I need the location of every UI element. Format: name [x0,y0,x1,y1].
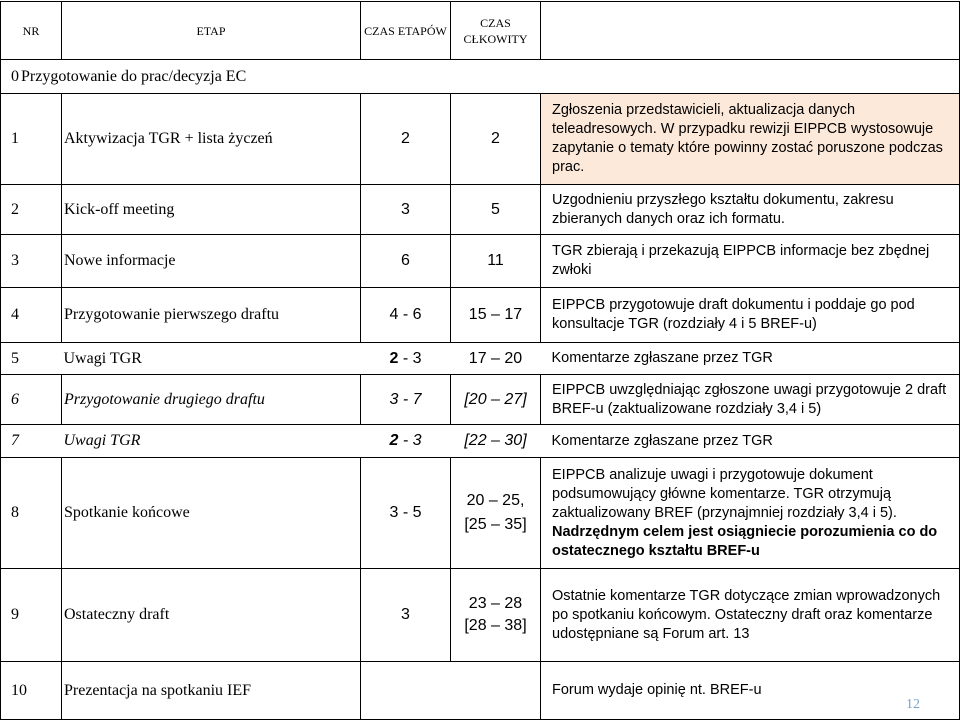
row-czas-calkowity [451,662,541,720]
header-row [1,2,960,60]
row-0-stage [1,60,541,94]
row-etap: Nowe informacje [62,235,361,288]
row-czas-calkowity: 20 – 25, [25 – 35] [451,458,541,569]
row-nr: 8 [1,458,62,569]
row-etap: Uwagi TGR [62,425,361,458]
table-row [1,343,960,375]
row-etap: Aktywizacja TGR + lista życzeń [62,94,361,185]
row-czas-calkowity: 2 [451,94,541,185]
row-etap: Przygotowanie drugiego draftu [62,375,361,425]
table-row [1,185,960,235]
row-desc: Zgłoszenia przedstawicieli, aktualizacja danych teleadresowych. W przypadku rewizji EIPPCB wystosowuje zapytanie o tematy które powinny zostać poruszone podczas prac. [541,94,960,185]
row-czas-etapow [361,662,451,720]
row-czas-calkowity: 5 [451,185,541,235]
table-row [1,94,960,185]
row-nr: 2 [1,185,62,235]
table-row [1,569,960,662]
header-etap: ETAP [62,2,361,60]
table-row [1,662,960,720]
row-nr: 1 [1,94,62,185]
row-czas-etapow: 2 - 3 [361,343,451,375]
row-czas-etapow: 3 [361,569,451,662]
row-czas-etapow: 6 [361,235,451,288]
row-czas-etapow: 2 [361,94,451,185]
header-opis [541,2,960,60]
row-etap: Prezentacja na spotkaniu IEF [62,662,361,720]
row-etap: Ostateczny draft [62,569,361,662]
schedule-table [0,1,960,720]
row-desc: Uzgodnieniu przyszłego kształtu dokumentu, zakresu zbieranych danych oraz ich formatu. [541,185,960,235]
row-czas-calkowity: 15 – 17 [451,288,541,343]
row-etap: Uwagi TGR [62,343,361,375]
table-row [1,60,960,94]
row-nr: 10 [1,662,62,720]
row-nr: 0 [11,67,19,85]
row-nr: 6 [1,375,62,425]
row-czas-etapow: 3 - 5 [361,458,451,569]
table-row [1,458,960,569]
row-nr: 3 [1,235,62,288]
row-etap: Kick-off meeting [62,185,361,235]
page-number: 12 [906,697,920,712]
header-nr: NR [1,2,62,60]
row-nr: 9 [1,569,62,662]
row-czas-calkowity: [20 – 27] [451,375,541,425]
row-desc: Komentarze zgłaszane przez TGR [541,425,960,458]
row-desc: Forum wydaje opinię nt. BREF-u [541,662,960,720]
row-desc: EIPPCB uwzględniając zgłoszone uwagi przygotowuje 2 draft BREF-u (zaktualizowane rozdziały 3,4 i 5) [541,375,960,425]
row-etap: Spotkanie końcowe [62,458,361,569]
row-etap: Przygotowanie pierwszego draftu [62,288,361,343]
header-czas-calkowity: CZAS CŁKOWITY [451,2,541,60]
row-etap: Przygotowanie do prac/decyzja EC [21,67,247,85]
row-czas-calkowity: 17 – 20 [451,343,541,375]
row-desc: TGR zbierają i przekazują EIPPCB informacje bez zbędnej zwłoki [541,235,960,288]
table-row [1,375,960,425]
row-czas-etapow: 3 - 7 [361,375,451,425]
row-czas-etapow: 4 - 6 [361,288,451,343]
row-desc [541,60,960,94]
row-czas-calkowity: [22 – 30] [451,425,541,458]
row-czas-etapow: 2 - 3 [361,425,451,458]
row-desc: EIPPCB analizuje uwagi i przygotowuje dokument podsumowujący główne komentarze. TGR otrzymują zaktualizowany BREF (przynajmniej rozdziały 3,4 i 5). Nadrzędnym celem jest osiągniecie porozumienia co do ostatecznego kształtu BREF-u [541,458,960,569]
table-row [1,288,960,343]
header-czas-etapow: CZAS ETAPÓW [361,2,451,60]
row-czas-calkowity: 23 – 28 [28 – 38] [451,569,541,662]
table-row [1,425,960,458]
row-desc: Komentarze zgłaszane przez TGR [541,343,960,375]
row-nr: 7 [1,425,62,458]
row-czas-etapow: 3 [361,185,451,235]
row-desc: Ostatnie komentarze TGR dotyczące zmian wprowadzonych po spotkaniu końcowym. Ostateczny draft oraz komentarze udostępniane są Forum art. 13 [541,569,960,662]
row-czas-calkowity: 11 [451,235,541,288]
row-desc: EIPPCB przygotowuje draft dokumentu i poddaje go pod konsultacje TGR (rozdziały 4 i 5 BREF-u) [541,288,960,343]
table-row [1,235,960,288]
row-nr: 4 [1,288,62,343]
row-nr: 5 [1,343,62,375]
